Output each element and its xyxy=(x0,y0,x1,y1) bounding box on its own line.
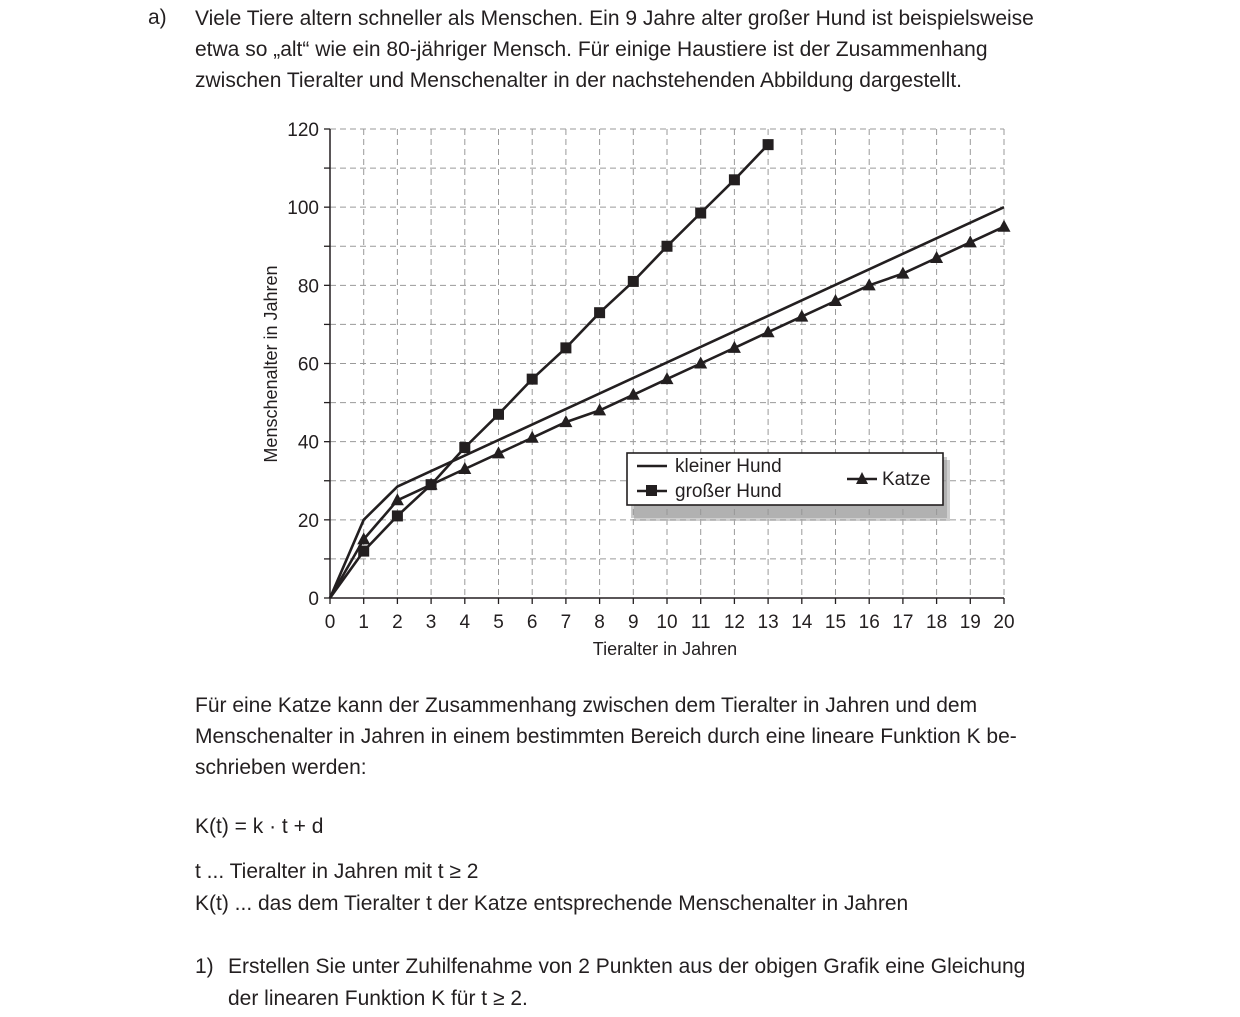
x-tick-label: 7 xyxy=(560,612,572,633)
subtask-number: 1) xyxy=(195,955,214,978)
triangle-marker xyxy=(998,220,1011,232)
x-tick-label: 4 xyxy=(459,612,471,633)
y-tick-label: 100 xyxy=(287,198,319,220)
definition-kt: K(t) ... das dem Tieralter t der Katze entsprechende Menschenalter in Jahren xyxy=(195,892,909,915)
intro-line: zwischen Tieralter und Menschenalter in der nachstehenden Abbildung dargestellt. xyxy=(195,69,962,92)
x-tick-label: 8 xyxy=(594,612,605,633)
x-tick-label: 15 xyxy=(824,612,847,633)
description-paragraph xyxy=(195,690,1095,783)
legend-marker-square xyxy=(646,485,657,496)
description-line: Für eine Katze kann der Zusammenhang zwischen dem Tieralter in Jahren und dem xyxy=(195,694,978,717)
variable-definitions xyxy=(195,856,908,920)
x-tick-label: 13 xyxy=(757,612,779,633)
x-tick-label: 16 xyxy=(858,612,880,633)
x-tick-label: 11 xyxy=(690,612,711,633)
legend-label-kleiner-hund: kleiner Hund xyxy=(675,456,782,477)
square-marker xyxy=(392,510,403,521)
y-tick-label: 60 xyxy=(297,354,319,376)
y-tick-label: 0 xyxy=(308,589,319,610)
x-tick-label: 18 xyxy=(926,612,948,633)
x-tick-label: 14 xyxy=(791,612,813,633)
square-marker xyxy=(763,139,774,150)
legend-label-grosser-hund: großer Hund xyxy=(675,481,782,502)
square-marker xyxy=(459,442,470,453)
legend-label-katze: Katze xyxy=(882,469,931,490)
x-tick-label: 20 xyxy=(993,612,1015,633)
square-marker xyxy=(493,409,504,420)
chart-tick-labels xyxy=(287,120,1014,633)
square-marker xyxy=(560,342,571,353)
subtask-line: Erstellen Sie unter Zuhilfenahme von 2 Punkten aus der obigen Grafik eine Gleichung xyxy=(228,955,1026,978)
square-marker xyxy=(594,307,605,318)
x-tick-label: 2 xyxy=(392,612,403,633)
x-tick-label: 19 xyxy=(959,612,981,633)
square-marker xyxy=(628,276,639,287)
description-line: schrieben werden: xyxy=(195,756,367,779)
x-tick-label: 0 xyxy=(324,612,336,633)
x-axis-label: Tieralter in Jahren xyxy=(592,639,738,659)
y-tick-label: 40 xyxy=(297,432,319,454)
chart-legend xyxy=(627,453,950,521)
x-tick-label: 9 xyxy=(628,612,639,633)
square-marker xyxy=(527,374,538,385)
y-tick-label: 80 xyxy=(297,276,319,298)
x-tick-label: 3 xyxy=(425,612,437,633)
intro-line: etwa so „alt“ wie ein 80-jähriger Mensch. Für einige Haustiere ist der Zusammenhang xyxy=(195,38,988,61)
y-tick-label: 120 xyxy=(287,120,319,141)
function-formula: K(t) = k · t + d xyxy=(195,815,324,838)
intro-line: Viele Tiere altern schneller als Menschen. Ein 9 Jahre alter großer Hund ist beispielsweise xyxy=(195,7,1034,30)
x-tick-label: 12 xyxy=(723,612,745,633)
description-line: Menschenalter in Jahren in einem bestimmten Bereich durch eine lineare Funktion K be- xyxy=(195,725,1017,748)
x-tick-label: 5 xyxy=(493,612,504,633)
y-tick-label: 20 xyxy=(297,510,319,532)
subtask-text xyxy=(228,951,1025,1015)
square-marker xyxy=(695,208,706,219)
x-tick-label: 6 xyxy=(526,612,538,633)
subtask-line: der linearen Funktion K für t ≥ 2. xyxy=(228,987,528,1010)
square-marker xyxy=(662,241,673,252)
x-tick-label: 17 xyxy=(892,612,914,633)
definition-t: t ... Tieralter in Jahren mit t ≥ 2 xyxy=(195,860,479,883)
square-marker xyxy=(729,174,740,185)
y-axis-label: Menschenalter in Jahren xyxy=(261,265,281,463)
task-label: a) xyxy=(148,6,167,29)
x-tick-label: 1 xyxy=(358,612,369,633)
chart-axes xyxy=(324,129,1004,604)
square-marker xyxy=(358,546,369,557)
x-tick-label: 10 xyxy=(656,612,678,633)
